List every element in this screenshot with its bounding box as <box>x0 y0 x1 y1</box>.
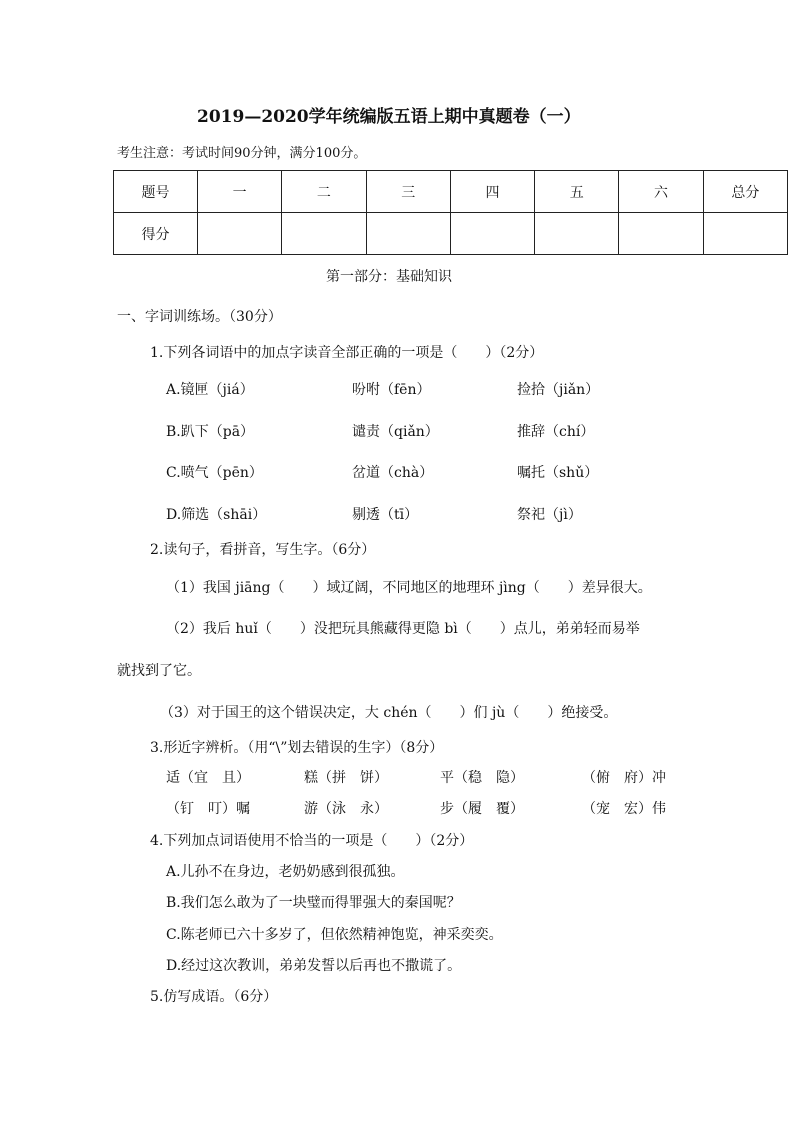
score-cell: 四 <box>450 171 534 213</box>
q3-item: 糕（拼 饼） <box>304 770 388 786</box>
q1-option: 岔道（chà） <box>352 465 434 481</box>
score-cell: 得分 <box>114 213 198 255</box>
score-input-cell[interactable] <box>198 213 282 255</box>
q1-option: 嘱托（shǔ） <box>517 465 599 481</box>
score-cell: 五 <box>535 171 619 213</box>
q3-item: （钉 叮）嘱 <box>166 801 250 817</box>
part-title: 第一部分：基础知识 <box>326 269 452 285</box>
question-3-stem: 3.形近字辨析。（用“\”划去错误的生字）（8分） <box>150 740 444 756</box>
q3-item: 适（宜 且） <box>166 770 250 786</box>
q3-item: （俯 府）冲 <box>582 770 666 786</box>
q1-option: C.喷气（pēn） <box>166 465 263 481</box>
q4-option: D.经过这次教训，弟弟发誓以后再也不撒谎了。 <box>166 958 462 974</box>
q3-item: 游（泳 永） <box>304 801 388 817</box>
q3-item: （宠 宏）伟 <box>582 801 666 817</box>
score-input-cell[interactable] <box>366 213 450 255</box>
score-table <box>113 170 788 255</box>
score-table-header-row <box>114 171 788 213</box>
score-cell: 题号 <box>114 171 198 213</box>
q4-option: B.我们怎么敢为了一块璧而得罪强大的秦国呢？ <box>166 895 461 911</box>
q1-option: 推辞（chí） <box>517 424 595 440</box>
score-cell: 六 <box>619 171 703 213</box>
q2-sentence: （2）我后 huǐ（ ）没把玩具熊藏得更隐 bì（ ）点儿，弟弟轻而易举 <box>166 621 640 637</box>
score-cell: 一 <box>198 171 282 213</box>
score-table-score-row <box>114 213 788 255</box>
q2-sentence: 就找到了它。 <box>117 663 201 679</box>
q2-sentence: （3）对于国王的这个错误决定，大 chén（ ）们 jù（ ）绝接受。 <box>160 705 618 721</box>
score-input-cell[interactable] <box>619 213 703 255</box>
score-input-cell[interactable] <box>703 213 787 255</box>
score-input-cell[interactable] <box>282 213 366 255</box>
score-input-cell[interactable] <box>450 213 534 255</box>
q1-option: A.镜匣（jiá） <box>166 382 254 398</box>
q4-option: C.陈老师已六十多岁了，但依然精神饱览，神采奕奕。 <box>166 927 503 943</box>
q1-option: 谴责（qiǎn） <box>352 424 439 440</box>
question-1-stem: 1.下列各词语中的加点字读音全部正确的一项是（ ）（2分） <box>150 345 544 361</box>
score-cell: 三 <box>366 171 450 213</box>
page-title: 2019—2020学年统编版五语上期中真题卷（一） <box>197 107 581 127</box>
q1-option: 捡拾（jiǎn） <box>517 382 600 398</box>
score-cell: 总分 <box>703 171 787 213</box>
q1-option: 吩咐（fēn） <box>352 382 431 398</box>
q3-item: 步（履 覆） <box>440 801 524 817</box>
q1-option: D.筛选（shāi） <box>166 507 267 523</box>
score-input-cell[interactable] <box>535 213 619 255</box>
q1-option: B.趴下（pā） <box>166 424 255 440</box>
q2-sentence: （1）我国 jiāng（ ）域辽阔，不同地区的地理环 jìng（ ）差异很大。 <box>166 580 652 596</box>
q1-option: 祭祀（jì） <box>517 507 582 523</box>
q1-option: 剔透（tī） <box>352 507 419 523</box>
question-2-stem: 2.读句子，看拼音，写生字。（6分） <box>150 542 376 558</box>
q3-item: 平（稳 隐） <box>440 770 524 786</box>
exam-notice: 考生注意：考试时间90分钟，满分100分。 <box>117 146 367 161</box>
section-heading: 一、字词训练场。（30分） <box>117 309 282 325</box>
question-4-stem: 4.下列加点词语使用不恰当的一项是（ ）（2分） <box>150 833 474 849</box>
q4-option: A.儿孙不在身边，老奶奶感到很孤独。 <box>166 864 405 880</box>
question-5-stem: 5.仿写成语。（6分） <box>150 989 278 1005</box>
score-cell: 二 <box>282 171 366 213</box>
